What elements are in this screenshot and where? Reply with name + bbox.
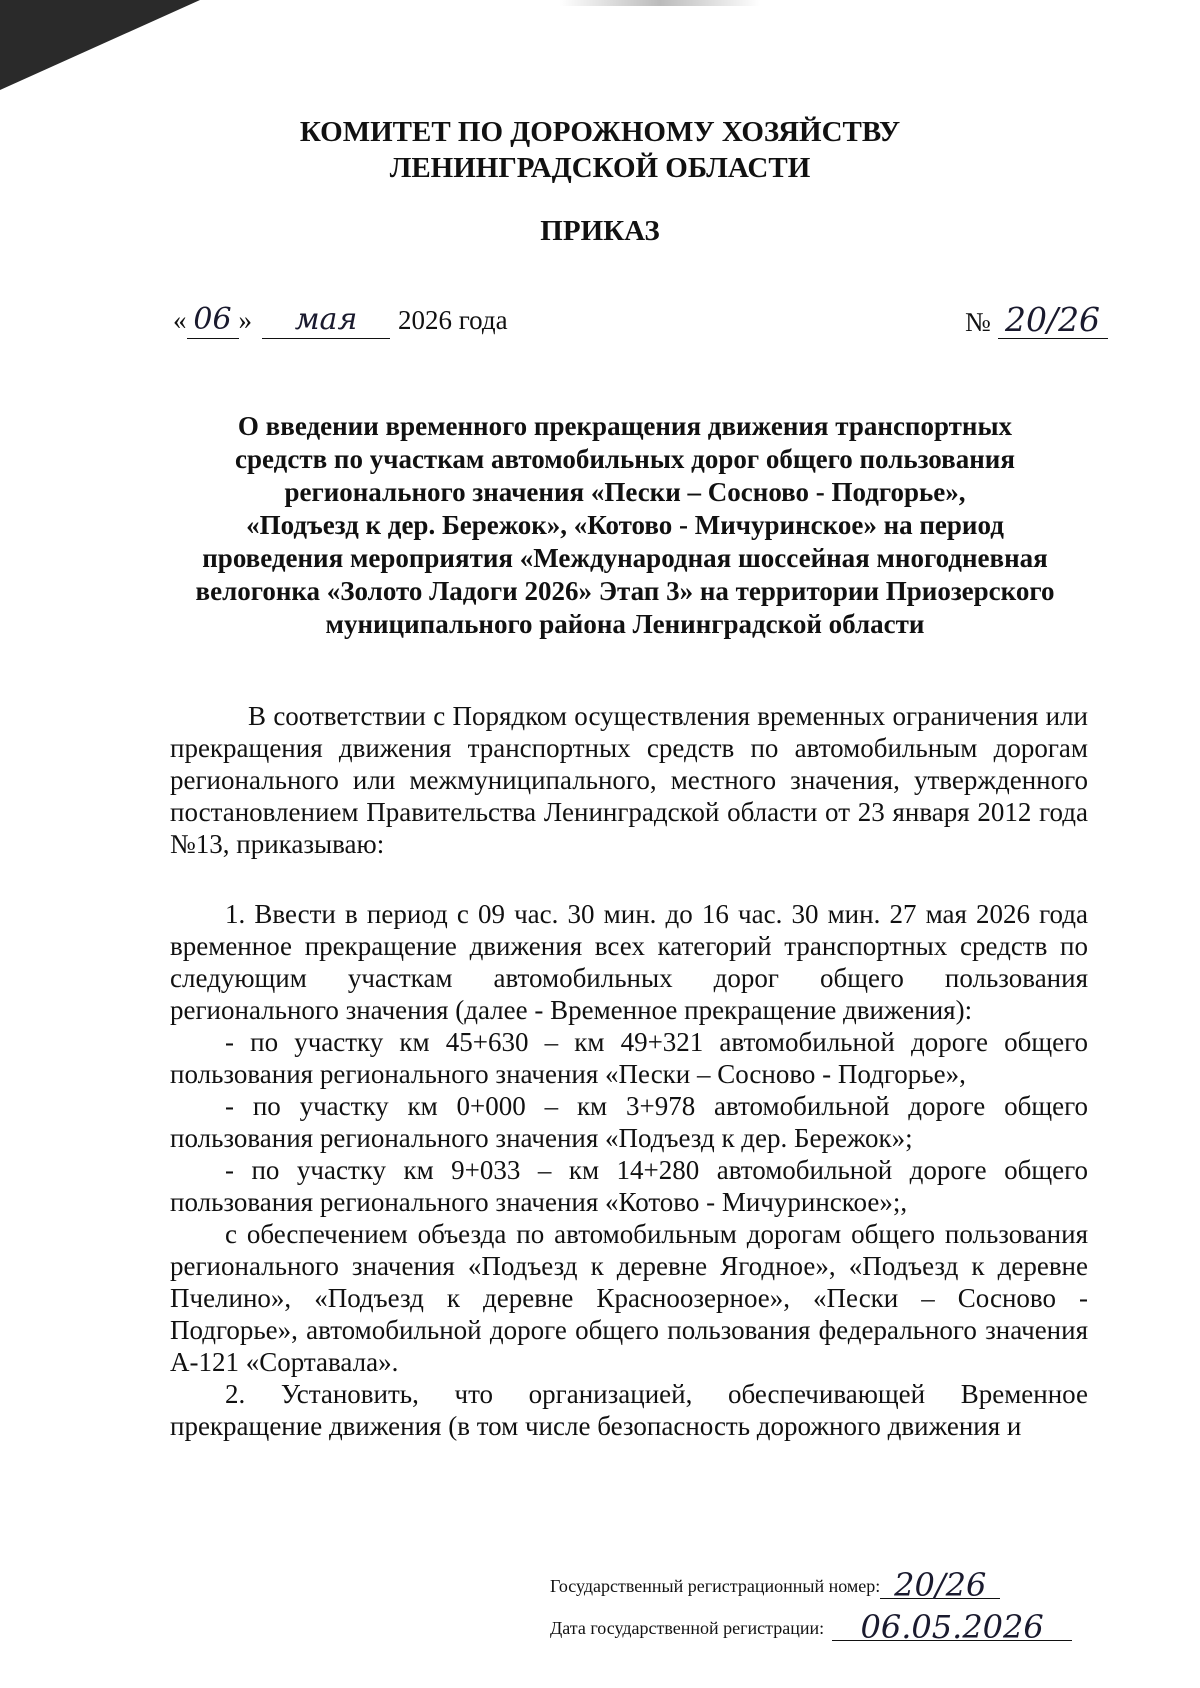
item-1: 1. Ввести в период с 09 час. 30 мин. до 16 час. 30 мин. 27 мая 2026 года временное прекращение движения всех категорий транспортных средств по следующим участкам автомобильных дорог общего пользования регионального значения (далее - Временное прекращение движения): [170, 899, 1088, 1025]
document-number [965, 302, 1108, 340]
subject-line: регионального значения «Пески – Сосново - Подгорье», [284, 477, 966, 507]
item-1-section-b: - по участку км 0+000 – км 3+978 автомобильной дороге общего пользования регионального значения «Подъезд к дер. Бережок»; [170, 1091, 1088, 1153]
date-close-quote: » [238, 305, 252, 335]
subject-line: «Подъезд к дер. Бережок», «Котово - Мичуринское» на период [246, 510, 1004, 540]
item-1-section-a: - по участку км 45+630 – км 49+321 автомобильной дороге общего пользования регионального значения «Пески – Сосново - Подгорье», [170, 1027, 1088, 1089]
organization-name [0, 114, 1200, 186]
handwritten-registration-date: 06.05.2026 [832, 1614, 1072, 1641]
scan-corner-shadow [0, 0, 200, 90]
order-items [170, 898, 1088, 1442]
document-date [173, 302, 508, 339]
document-subject [150, 410, 1100, 641]
registration-date-label: Дата государственной регистрации: [550, 1618, 825, 1638]
handwritten-number: 20/26 [998, 302, 1108, 339]
preamble-text: В соответствии с Порядком осуществления временных ограничения или прекращения движения транспортных средств по автомобильным дорогам регионального или межмуниципального, местного значения, утвержденного постановлением Правительства Ленинградской области от 23 января 2012 года №13, приказываю: [170, 701, 1088, 859]
subject-line: О введении временного прекращения движения транспортных [237, 411, 1013, 441]
org-line-1: КОМИТЕТ ПО ДОРОЖНОМУ ХОЗЯЙСТВУ [299, 116, 901, 148]
document-type: ПРИКАЗ [540, 215, 660, 247]
subject-line: средств по участкам автомобильных дорог общего пользования [235, 444, 1015, 474]
subject-line: муниципального района Ленинградской области [325, 609, 925, 639]
registration-date [550, 1608, 1072, 1646]
handwritten-registration-number: 20/26 [880, 1572, 1000, 1599]
registration-number [550, 1566, 1000, 1604]
handwritten-month: мая [262, 302, 390, 339]
org-line-2: ЛЕНИНГРАДСКОЙ ОБЛАСТИ [389, 152, 811, 184]
date-open-quote: « [173, 305, 187, 335]
number-sign: № [965, 307, 991, 337]
preamble [170, 700, 1088, 860]
registration-number-label: Государственный регистрационный номер: [550, 1576, 881, 1596]
date-year: 2026 года [398, 305, 508, 335]
scan-smudge [560, 0, 760, 6]
item-1-detour: с обеспечением объезда по автомобильным дорогам общего пользования регионального значения «Подъезд к деревне Ягодное», «Подъезд к деревне Пчелино», «Подъезд к деревне Красноозерное», «Пески – Сосново - Подгорье», автомобильной дороге общего пользования федерального значения А-121 «Сортавала». [170, 1219, 1088, 1377]
handwritten-day: 06 [187, 302, 239, 339]
subject-line: проведения мероприятия «Международная шоссейная многодневная [202, 543, 1048, 573]
item-2: 2. Установить, что организацией, обеспечивающей Временное прекращение движения (в том числе безопасность дорожного движения и [170, 1379, 1088, 1441]
item-1-section-c: - по участку км 9+033 – км 14+280 автомобильной дороге общего пользования регионального значения «Котово - Мичуринское»;, [170, 1155, 1088, 1217]
subject-line: велогонка «Золото Ладоги 2026» Этап 3» на территории Приозерского [195, 576, 1055, 606]
